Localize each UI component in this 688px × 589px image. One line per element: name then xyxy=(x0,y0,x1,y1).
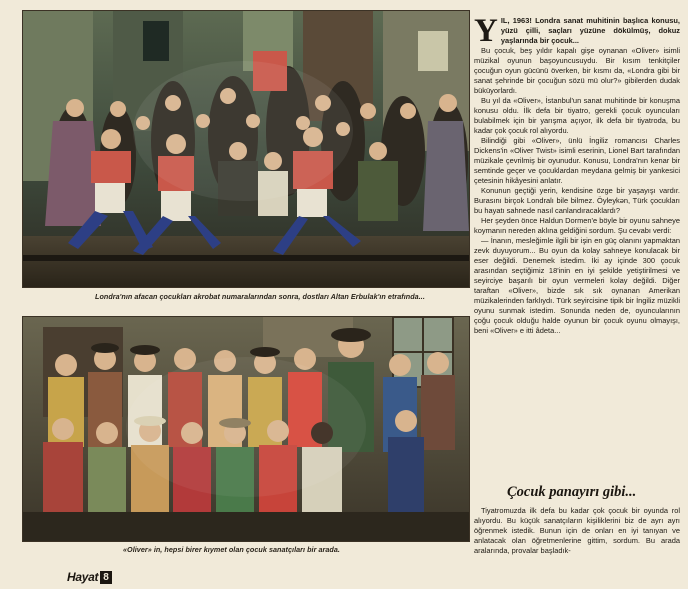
article-paragraph-8: Tiyatromuzda ilk defa bu kadar çok çocuk bir oyunda rol alıyordu. Bu küçük sanatçıların kişiliklerini biz de ayrı ayrı öğrenmek istedik. Bunun için de onları en iyi tanıyan ve anlatacak olan öğretmenlerine gittim, sordum. Bu arada aralarında, provalar başladık- xyxy=(474,506,680,556)
footer-page-number: 8 xyxy=(100,571,112,584)
article-paragraph-5: Konunun geçtiği yerin, kendisine özge bir yaşayışı vardır. Burasını birçok Londralı bile bilmez. Öyleykən, Türk çocukları bu hayatı sahnede nasıl canlandıracaklardı? xyxy=(474,186,680,216)
intro-text: IL, 1963! Londra sanat muhitinin başlıca konusu, yüzü çilli, saçları yüzüne dökülmüş, dokuz yaşlarında bir çocuk... xyxy=(500,16,680,46)
photo-bottom-caption: «Oliver» in, hepsi birer kıymet olan çocuk sanatçıları bir arada. xyxy=(123,545,340,554)
section-body xyxy=(474,506,680,556)
article-paragraph-6: Her şeyden önce Haldun Dormen'e böyle bir oyunu sahneye koymanın nereden aklına geldiğini sordum. Şu cevabı verdi: xyxy=(474,216,680,236)
photo-stage-performance xyxy=(22,10,470,288)
article-paragraph-2: Bu çocuk, beş yıldır kapalı gişe oynanan «Oliver» isimli müzikal oyunun başoyuncusuydu. Bir kısım tenkitçiler çocuğun oyun gücünü överken, bir kısmı da, «Londra gibi bir sanat şehrinde bir çocuğun sözü mü olur?» gibilerden dudak büküyorlardı. xyxy=(474,46,680,96)
page-footer xyxy=(67,568,112,586)
article-paragraph-4: Bilindiği gibi «Oliver», ünlü İngiliz romancısı Charles Dickens'in «Oliver Twist» isimli eserinin, Lionel Bart tarafından müzikale çevrilmiş bir oyunudur. Konusu, Londra'nın kenar bir semtinde geçer ve çocuklardan meydana gelmiş bir yankesici çetesinin hikâyesini anlatır. xyxy=(474,136,680,186)
article-column xyxy=(474,13,680,337)
footer-brand: Hayat xyxy=(67,570,99,584)
section-heading: Çocuk panayırı gibi... xyxy=(507,484,637,500)
photo-child-cast xyxy=(22,316,470,542)
photo-top-caption: Londra'nın afacan çocukları akrobat numaralarından sonra, dostları Altan Erbulak'ın etrafında... xyxy=(95,292,425,301)
article-paragraph-3: Bu yıl da «Oliver», İstanbul'un sanat muhitinde bir konuşma konusu oldu. İlk defa bir tiyatro, gerekli çocuk oyuncuları bulabilmek için bir yarışma açıyor, ilk defa bir tiyatroda, bu kadar çok çocuk rol alıyordu. xyxy=(474,96,680,136)
photo-stage-performance-image xyxy=(23,11,469,287)
dropcap-letter: Y xyxy=(474,13,498,49)
article-paragraph-7: — İnanın, mesleğimle ilgili bir işin en güç olanını yapmaktan zevk duyuyorum... Bu oyun da kolay sahneye konulacak bir eser değildi. Denemek istedim. İki ay içinde 300 çocuk arasından seçtiğimiz 18'inin en iyi şekilde yetiştirilmesi ve seyirciye başarılı bir oyun vermeleri kolay değildi. Diğer taraftan «Oliver», bizde sık sık oynanan Amerikan müzikalerinden farklıydı. Türk seyircisine tipik bir İngiliz müzikli oyunu sunmak istedim. Sonunda neden de, oyuncularının çoğu çocuk olduğu halde oyunun bir çocuk oyunu olmayışı, beni «Oliver» e itti âdeta... xyxy=(474,236,680,336)
article-intro-paragraph xyxy=(474,13,680,49)
photo-child-cast-image xyxy=(23,317,469,541)
